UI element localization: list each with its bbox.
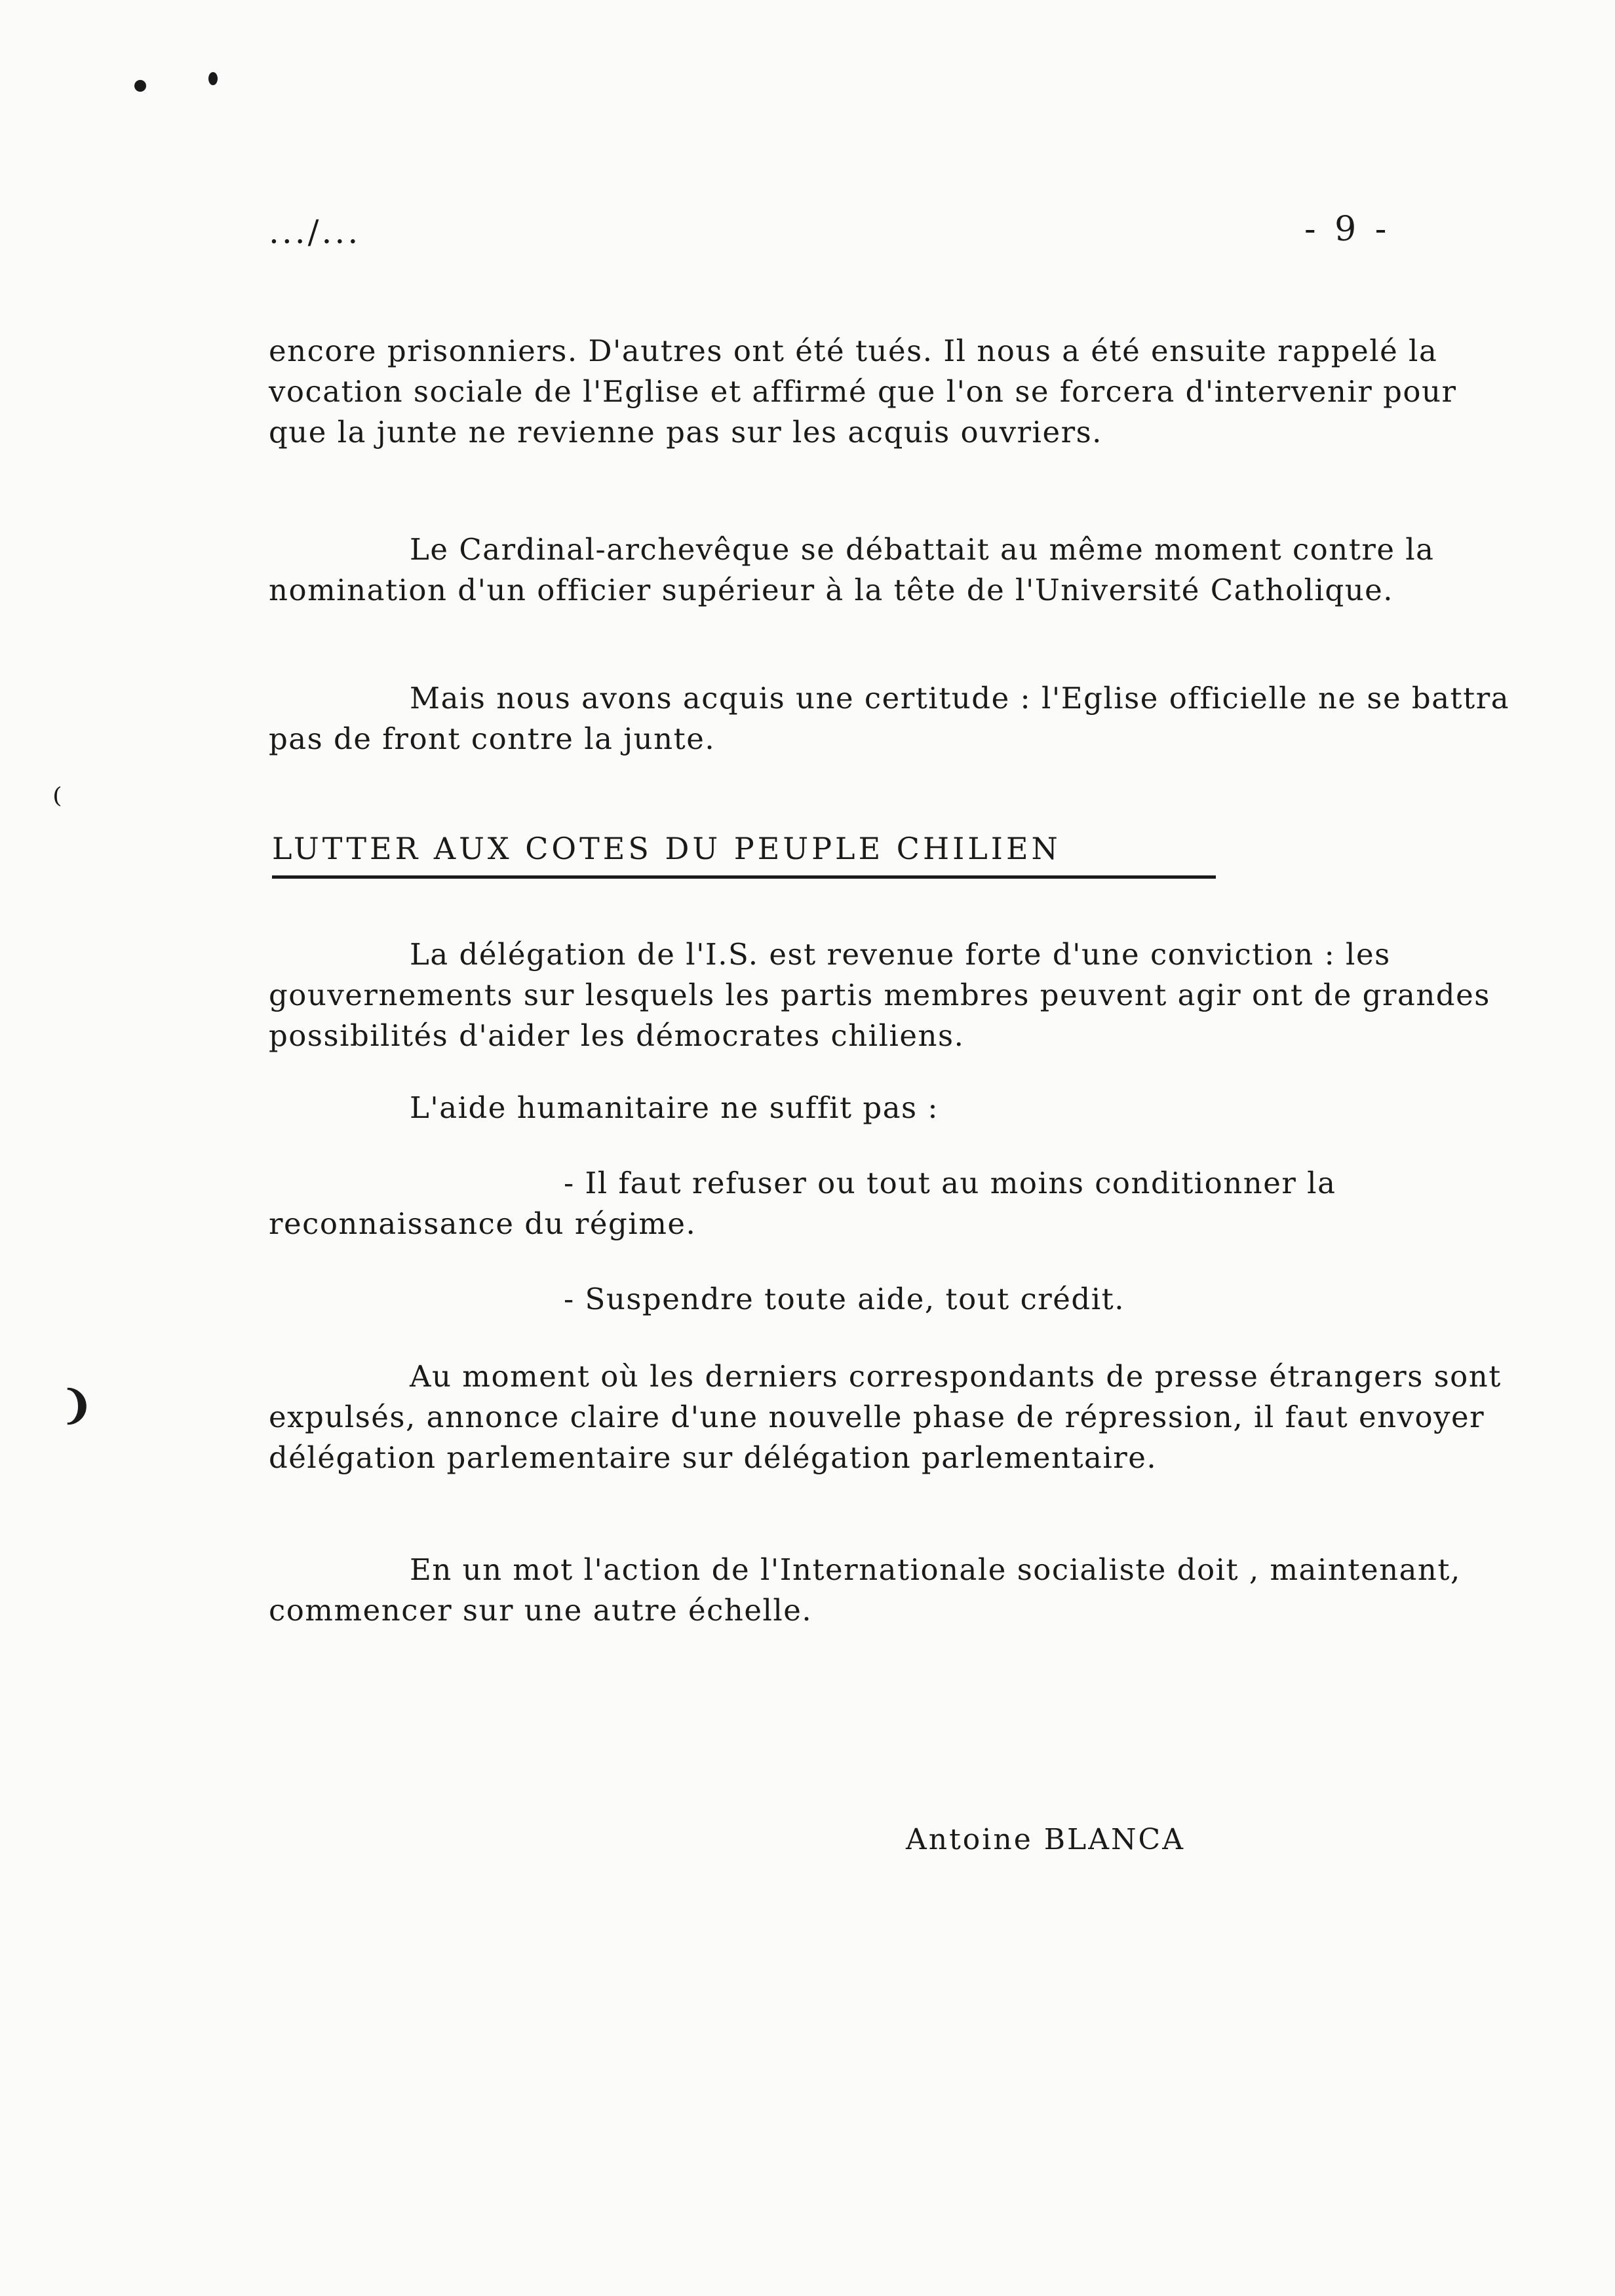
margin-bracket-mark: ⁽ [52,780,62,826]
paragraph-text: L'aide humanitaire ne suffit pas : [410,1090,939,1125]
list-item-2 [269,1279,1514,1320]
list-item-text: - Il faut refuser ou tout au moins conditionner la reconnaissance du régime. [269,1166,1336,1241]
paragraph-text: En un mot l'action de l'Internationale socialiste doit , maintenant, commencer sur une autre échelle. [269,1552,1461,1628]
paragraph-text: Le Cardinal-archevêque se débattait au même moment contre la nomination d'un officier supérieur à la tête de l'Université Catholique. [269,532,1435,607]
list-item-1 [269,1163,1514,1244]
continuation-marker: .../... [269,213,361,251]
scan-speck [134,80,146,92]
paragraph-4 [269,934,1514,1056]
paragraph-1 [269,331,1514,453]
scan-speck [208,72,218,85]
paragraph-text: Mais nous avons acquis une certitude : l'Eglise officielle ne se battra pas de front contre la junte. [269,681,1510,756]
paragraph-7 [269,1550,1514,1631]
paragraph-text: Au moment où les derniers correspondants de presse étrangers sont expulsés, annonce claire d'une nouvelle phase de répression, il faut envoyer délégation parlementaire sur délégation parlementaire. [269,1359,1502,1475]
paragraph-2 [269,529,1514,611]
margin-bracket-mark: ❩ [60,1383,94,1428]
paragraph-text: La délégation de l'I.S. est revenue forte d'une conviction : les gouvernements sur lesquels les partis membres peuvent agir ont de grandes possibilités d'aider les démocrates chiliens. [269,937,1490,1053]
paragraph-5 [269,1088,1514,1128]
section-heading: LUTTER AUX COTES DU PEUPLE CHILIEN [272,831,1216,879]
page-number: - 9 - [1304,210,1391,249]
paragraph-3 [269,678,1514,759]
list-item-text: - Suspendre toute aide, tout crédit. [564,1282,1125,1316]
paragraph-6 [269,1356,1514,1478]
paragraph-text: encore prisonniers. D'autres ont été tués. Il nous a été ensuite rappelé la vocation sociale de l'Eglise et affirmé que l'on se forcera d'intervenir pour que la junte ne revienne pas sur les acquis ouvriers. [269,334,1457,450]
author-signature: Antoine BLANCA [906,1823,1185,1856]
